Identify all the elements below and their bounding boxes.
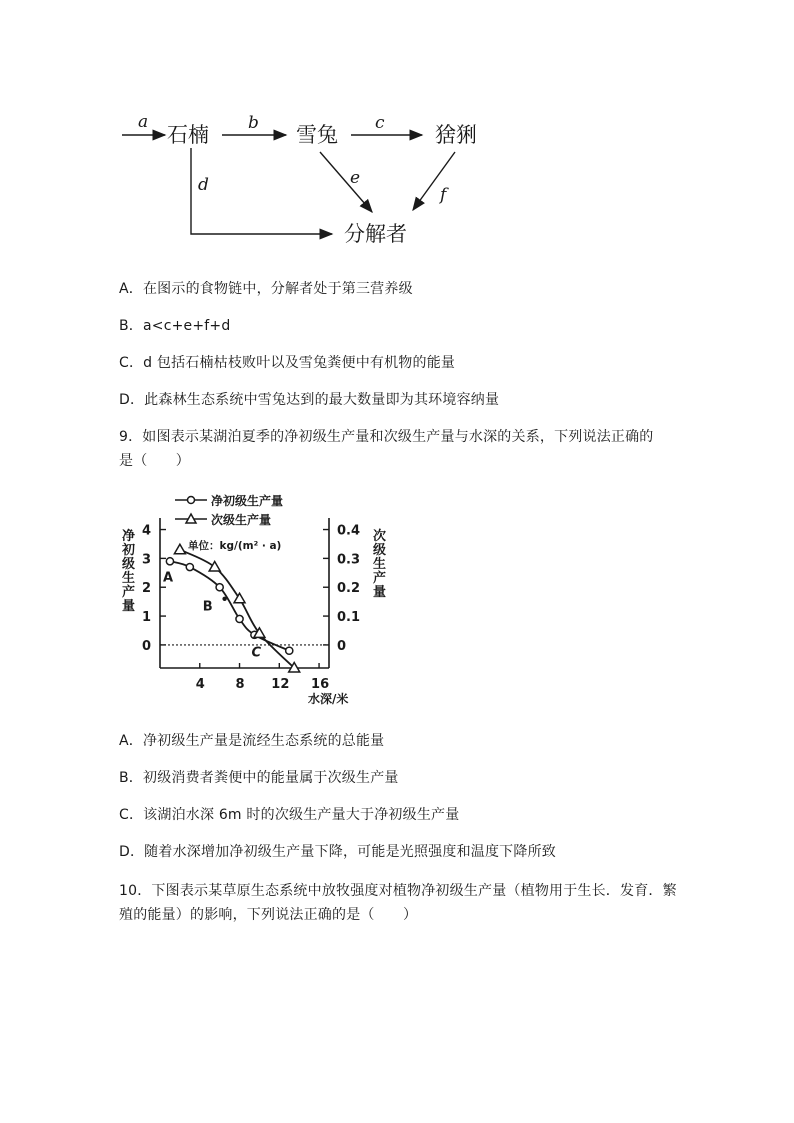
right-tick-label: 0.2 [337,581,361,597]
right-axis-title: 次级生产量 [373,529,387,600]
x-tick-label: 8 [235,677,245,692]
arrow-f [413,152,455,210]
npp-point [286,647,293,654]
series-line-0 [170,561,289,650]
q10-stem-line1: 10．下图表示某草原生态系统中放牧强度对植物净初级生产量（植物用于生长．发育．繁 [119,883,677,899]
spp-point [209,562,220,572]
q8-option-d: D．此森林生态系统中雪兔达到的最大数量即为其环境容纳量 [119,392,500,408]
node-hare: 雪兔 [296,123,338,147]
left-tick-label: 3 [142,552,152,568]
q9-option-b: B．初级消费者粪便中的能量属于次级生产量 [119,770,399,786]
q8-option-c: C．d 包括石楠枯枝败叶以及雪兔粪便中有机物的能量 [119,355,456,371]
q9-stem-line1: 9．如图表示某湖泊夏季的净初级生产量和次级生产量与水深的关系，下列说法正确的 [119,429,654,445]
food-web-diagram [110,100,510,250]
npp-point [166,558,173,565]
arrow-f-label: f [440,185,447,205]
node-lynx: 猞猁 [435,123,477,147]
q8-option-b: B．a<c+e+f+d [119,318,231,334]
unit-label: 单位：kg/(m² · a) [188,540,282,552]
legend-circle-marker [188,497,195,504]
left-tick-label: 1 [142,610,152,626]
right-tick-label: 0.4 [337,523,361,539]
q10-stem-line2: 殖的能量）的影响，下列说法正确的是（ ） [119,907,418,923]
right-tick-label: 0.1 [337,610,361,626]
left-tick-label: 2 [142,581,152,597]
arrow-e-label: e [350,168,361,188]
arrow-b-label: b [248,113,259,133]
q9-option-c: C．该湖泊水深 6m 时的次级生产量大于净初级生产量 [119,807,460,823]
left-tick-label: 0 [142,638,152,654]
right-tick-label: 0 [337,638,347,654]
x-axis-label: 水深/米 [308,692,349,706]
x-tick-label: 12 [271,677,290,692]
legend-spp: 次级生产量 [211,513,272,527]
point-label-b: B [202,599,213,615]
node-decomposer: 分解者 [344,222,407,246]
npp-point [216,584,223,591]
x-tick-label: 4 [195,677,205,692]
point-b-dot [222,597,226,601]
point-label-c: C [251,645,262,661]
arrow-d-label: d [198,175,209,195]
q8-option-a: A．在图示的食物链中，分解者处于第三营养级 [119,281,413,297]
legend-npp: 净初级生产量 [211,494,284,508]
point-label-a: A [162,570,174,586]
arrow-e [320,152,372,212]
arrow-d [191,148,332,234]
arrow-a-label: a [138,112,149,132]
npp-point [186,563,193,570]
x-tick-label: 16 [311,677,330,692]
spp-point [234,593,245,603]
arrow-c-label: c [375,113,385,133]
right-tick-label: 0.3 [337,552,361,568]
depth-production-chart [118,488,410,710]
left-axis-title: 净初级生产量 [122,529,136,614]
q9-option-a: A．净初级生产量是流经生态系统的总能量 [119,733,385,749]
q9-option-d: D．随着水深增加净初级生产量下降，可能是光照强度和温度下降所致 [119,844,556,860]
node-shinan: 石楠 [167,123,209,147]
chart-legend [175,493,283,527]
spp-point [174,544,185,554]
left-tick-label: 4 [142,523,152,539]
npp-point [236,615,243,622]
series-line-1 [180,550,294,668]
q9-stem-line2: 是（ ） [119,453,190,469]
